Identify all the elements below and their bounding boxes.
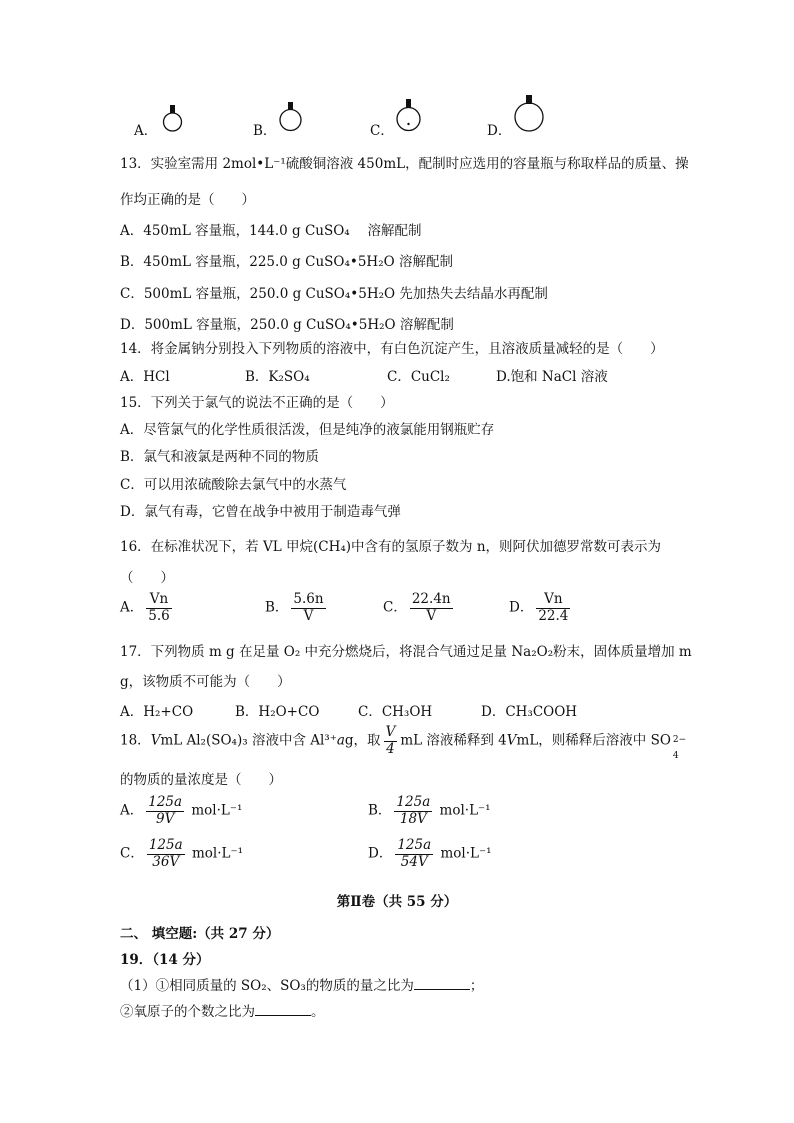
option-label: D．: [368, 845, 393, 862]
flask-small-icon: [160, 104, 186, 134]
q18-number: 18．: [120, 732, 151, 749]
unit: mol·L⁻¹: [191, 845, 244, 862]
denominator: V: [426, 607, 437, 624]
q16-stem-line2: （ ）: [120, 570, 174, 586]
q14-option-a: A．HCl: [120, 369, 170, 385]
q17-stem-line1: 17．下列物质 m g 在足量 O₂ 中充分燃烧后，将混合气通过足量 Na₂O₂粉末，固体质量增加 m: [120, 644, 692, 660]
q18-stem-line2: 的物质的量浓度是（ ）: [120, 772, 282, 788]
fraction: [394, 795, 432, 827]
q13-option-b: B．450mL 容量瓶，225.0 g CuSO₄•5H₂O 溶解配制: [120, 254, 453, 270]
q14-stem: 14．将金属钠分别投入下列物质的溶液中，有白色沉淀产生，且溶液质量减轻的是（ ）: [120, 341, 664, 357]
fraction: [291, 592, 325, 624]
q14-option-d: D.饱和 NaCl 溶液: [496, 369, 608, 385]
q15-option-a: A．尽管氯气的化学性质很活泼，但是纯净的液氯能用钢瓶贮存: [120, 422, 495, 438]
flask-large-icon: [512, 94, 546, 134]
var-v: V: [150, 732, 161, 749]
q18-text: g，取: [344, 732, 381, 749]
q12-option-d-label: D．: [487, 123, 512, 139]
q14-option-c: C．CuCl₂: [387, 369, 450, 385]
numerator: Vn: [146, 592, 171, 609]
section2-heading: 二、 填空题:（共 27 分）: [120, 926, 280, 942]
fraction: [395, 838, 433, 870]
q15-stem: 15．下列关于氯气的说法不正确的是（ ）: [120, 395, 394, 411]
q12-option-c-label: C．: [370, 123, 394, 139]
q12-option-b-label: B．: [253, 123, 277, 139]
denominator: V: [303, 607, 314, 624]
q13-option-d: D．500mL 容量瓶，250.0 g CuSO₄•5H₂O 溶解配制: [120, 317, 454, 333]
q18-text: mL Al₂(SO₄)₃ 溶液中含 Al³⁺: [160, 732, 337, 749]
numerator: 125a: [397, 837, 432, 853]
denominator: 4: [386, 740, 395, 757]
numerator: V: [385, 724, 396, 740]
q13-stem-line2: 作均正确的是（ ）: [120, 192, 255, 208]
answer-blank[interactable]: [255, 1003, 311, 1016]
option-label: B．: [265, 599, 289, 616]
answer-blank[interactable]: [414, 977, 470, 990]
numerator: 125a: [148, 794, 183, 810]
q12-option-a-label: A．: [134, 123, 158, 139]
punctuation: ；: [469, 978, 484, 994]
numerator: Vn: [536, 592, 570, 609]
q15-option-b: B．氯气和液氯是两种不同的物质: [120, 449, 319, 465]
unit: mol·L⁻¹: [440, 845, 492, 862]
q19-part2-text: ②氧原子的个数之比为: [120, 1004, 255, 1020]
q16-option-c: [383, 592, 456, 624]
q19-part2: [120, 1000, 325, 1020]
punctuation: 。: [311, 1004, 325, 1020]
fraction: [146, 592, 171, 624]
unit: mol·L⁻¹: [439, 802, 491, 819]
q18-option-d: [368, 838, 492, 870]
option-label: D．: [509, 599, 534, 616]
q17-option-b: B．H₂O+CO: [235, 704, 320, 720]
q14-option-b: B．K₂SO₄: [245, 369, 310, 385]
q17-option-d: D．CH₃COOH: [481, 704, 578, 720]
denominator: 22.4: [538, 607, 569, 624]
denominator: 5.6: [148, 607, 170, 624]
numerator: 125a: [148, 837, 183, 853]
flask-dotted-icon: [394, 98, 424, 134]
denominator: 18V: [399, 810, 427, 827]
flask-medium-icon: [277, 101, 305, 133]
q18-text: mL，则稀释后溶液中 SO: [516, 732, 671, 749]
fraction: [146, 795, 184, 827]
var-a: a: [336, 732, 345, 749]
q18-option-b: [368, 795, 491, 827]
option-label: C．: [120, 845, 144, 862]
ion-charge: 2−: [672, 734, 687, 745]
option-label: B．: [368, 802, 392, 819]
q16-option-a: [120, 592, 175, 624]
numerator: 22.4n: [411, 591, 451, 607]
q16-option-b: [265, 592, 329, 624]
q16-option-d: [509, 592, 573, 624]
option-label: C．: [383, 599, 407, 616]
ion-subscript: 4: [672, 750, 679, 761]
q16-stem-line1: 16．在标准状况下，若 VL 甲烷(CH₄)中含有的氢原子数为 n，则阿伏加德罗常数可表示为: [120, 539, 662, 555]
denominator: 36V: [152, 853, 180, 870]
q13-option-a: A．450mL 容量瓶，144.0 g CuSO₄ 溶解配制: [120, 223, 422, 239]
var-v: V: [506, 732, 517, 749]
q18-option-c: [120, 838, 243, 870]
q19-part1-text: （1）①相同质量的 SO₂、SO₃的物质的量之比为: [120, 978, 414, 994]
q17-option-c: C．CH₃OH: [358, 704, 433, 720]
denominator: 54V: [400, 853, 428, 870]
q18-text: mL 溶液稀释到 4: [400, 732, 507, 749]
q13-option-c: C．500mL 容量瓶，250.0 g CuSO₄•5H₂O 先加热失去结晶水再配制: [120, 286, 548, 302]
unit: mol·L⁻¹: [191, 802, 243, 819]
q15-option-c: C．可以用浓硫酸除去氯气中的水蒸气: [120, 477, 347, 493]
option-label: A．: [120, 599, 144, 616]
option-label: A．: [120, 802, 144, 819]
fraction: [147, 838, 185, 870]
q13-stem-line1: 13．实验室需用 2mol•L⁻¹硫酸铜溶液 450mL，配制时应选用的容量瓶与称取样品的质量、操: [120, 156, 689, 172]
q17-stem-line2: g，该物质不可能为（ ）: [120, 674, 291, 690]
fraction: [384, 725, 398, 757]
q18-stem-line1: [120, 724, 689, 761]
q17-option-a: A．H₂+CO: [120, 704, 194, 720]
numerator: 5.6n: [293, 591, 324, 607]
denominator: 9V: [155, 810, 175, 827]
numerator: 125a: [396, 794, 431, 810]
q18-option-a: [120, 795, 242, 827]
fraction: [410, 592, 453, 624]
q19-title: 19．（14 分）: [120, 952, 210, 968]
fraction: [536, 592, 570, 624]
q19-part1: [120, 974, 483, 994]
q15-option-d: D．氯气有毒，它曾在战争中被用于制造毒气弹: [120, 504, 401, 520]
section2-title: 第Ⅱ卷（共 55 分）: [336, 894, 458, 910]
